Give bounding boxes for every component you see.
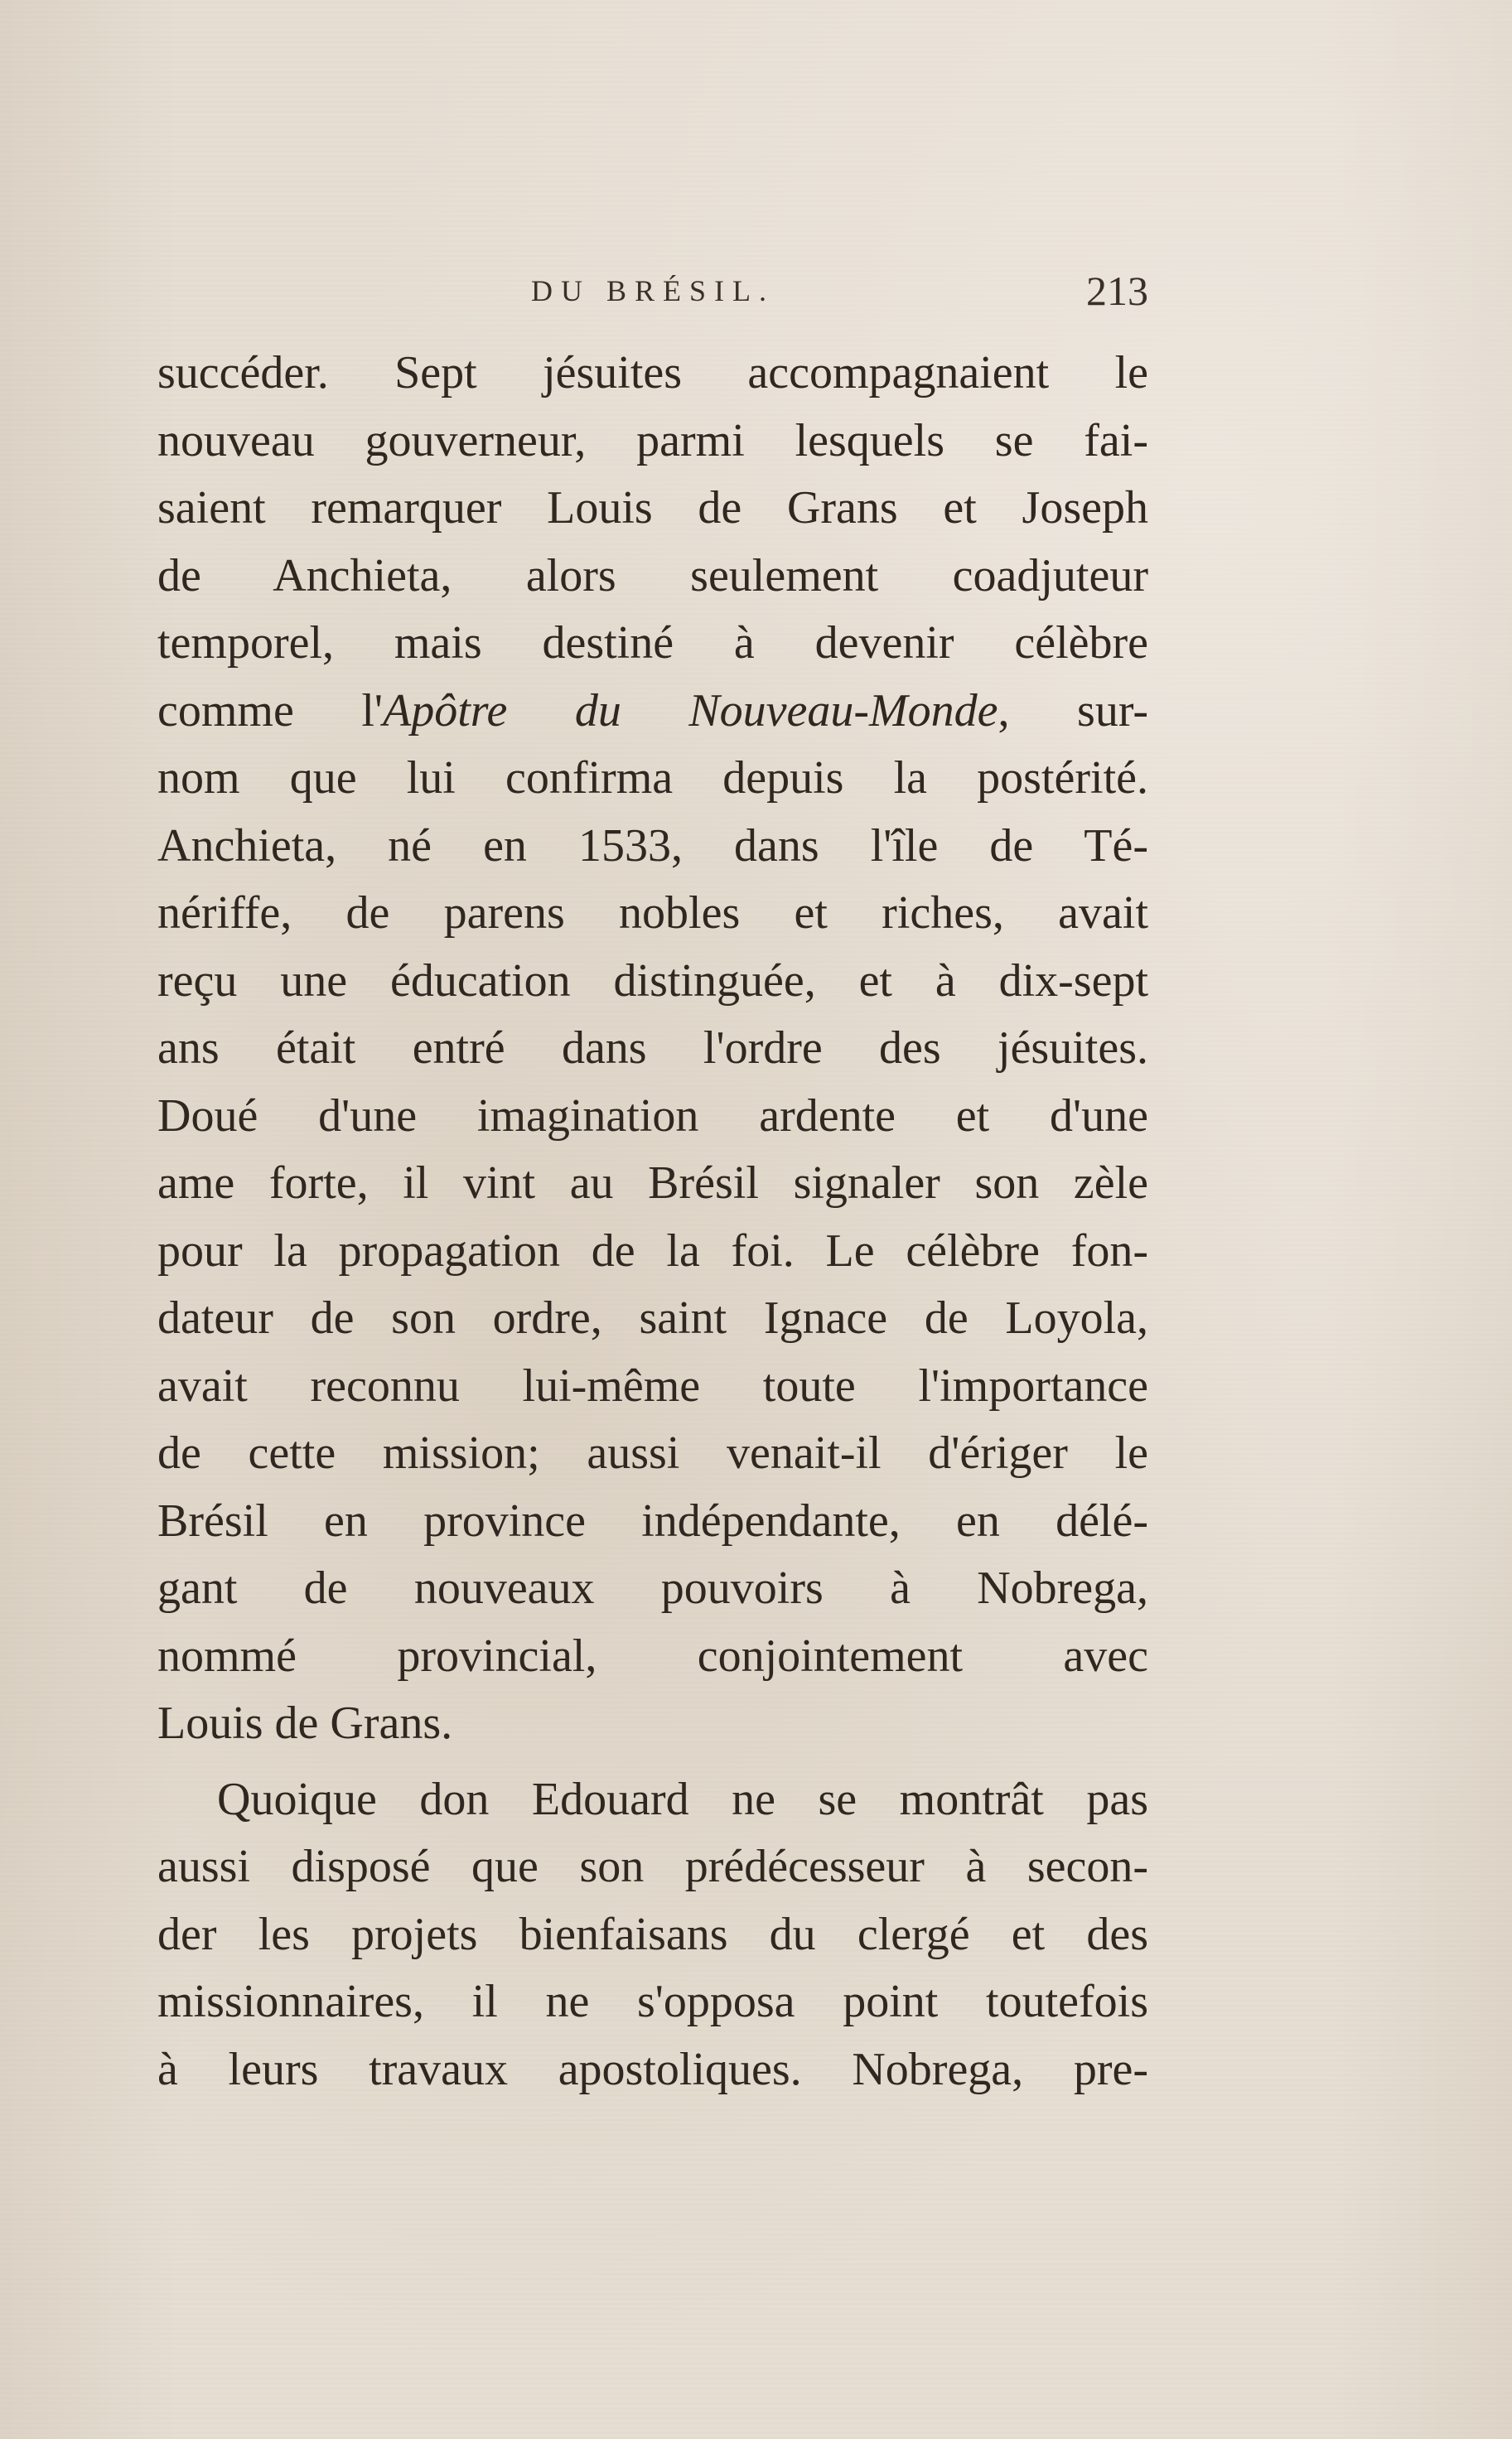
text-line: nommé provincial, conjointement avec xyxy=(157,1630,1148,1682)
text-line: missionnaires, il ne s'opposa point toutefois xyxy=(157,1976,1148,2027)
text-line: Quoique don Edouard ne se montrât pas xyxy=(217,1773,1148,1825)
italic-title: Apôtre du Nouveau-Monde xyxy=(382,684,998,737)
body-text xyxy=(157,340,1148,2103)
text-line: temporel, mais destiné à devenir célèbre xyxy=(157,617,1148,669)
text-line: pour la propagation de la foi. Le célèbre fon- xyxy=(157,1224,1148,1277)
text-line: ans était entré dans l'ordre des jésuites. xyxy=(157,1022,1148,1074)
paragraph xyxy=(157,1766,1148,2104)
text-line: aussi disposé que son prédécesseur à secon- xyxy=(157,1841,1148,1892)
text-line: de Anchieta, alors seulement coadjuteur xyxy=(157,549,1148,601)
running-title: DU BRÉSIL. xyxy=(530,274,775,307)
paragraph xyxy=(157,340,1148,1758)
text-run: comme l' xyxy=(157,684,383,737)
text-line: succéder. Sept jésuites accompagnaient le xyxy=(157,347,1148,398)
text-line xyxy=(157,678,1148,746)
text-line: der les projets bienfaisans du clergé et des xyxy=(157,1908,1148,1960)
text-line: nériffe, de parens nobles et riches, avait xyxy=(157,887,1148,939)
text-line: saient remarquer Louis de Grans et Joseph xyxy=(157,482,1148,534)
running-head xyxy=(157,267,1148,325)
text-line: à leurs travaux apostoliques. Nobrega, pre- xyxy=(157,2043,1148,2095)
text-line: ame forte, il vint au Brésil signaler son zèle xyxy=(157,1157,1148,1209)
text-line: Louis de Grans. xyxy=(157,1698,453,1749)
page-number: 213 xyxy=(1086,268,1148,314)
text-line: Anchieta, né en 1533, dans l'île de Té- xyxy=(157,819,1148,872)
text-line: nouveau gouverneur, parmi lesquels se fai- xyxy=(157,414,1148,466)
text-line: Doué d'une imagination ardente et d'une xyxy=(157,1089,1148,1142)
text-run: , sur- xyxy=(998,684,1148,737)
text-line: Brésil en province indépendante, en délé- xyxy=(157,1495,1148,1547)
text-line: reçu une éducation distinguée, et à dix-sept xyxy=(157,954,1148,1007)
text-line: avait reconnu lui-même toute l'importance xyxy=(157,1360,1148,1412)
text-line: gant de nouveaux pouvoirs à Nobrega, xyxy=(157,1562,1148,1614)
text-line: nom que lui confirma depuis la postérité. xyxy=(157,752,1148,804)
text-line: dateur de son ordre, saint Ignace de Loyola, xyxy=(157,1292,1148,1344)
text-line: de cette mission; aussi venait-il d'ériger le xyxy=(157,1427,1148,1479)
paragraph-gap xyxy=(157,1758,1148,1766)
